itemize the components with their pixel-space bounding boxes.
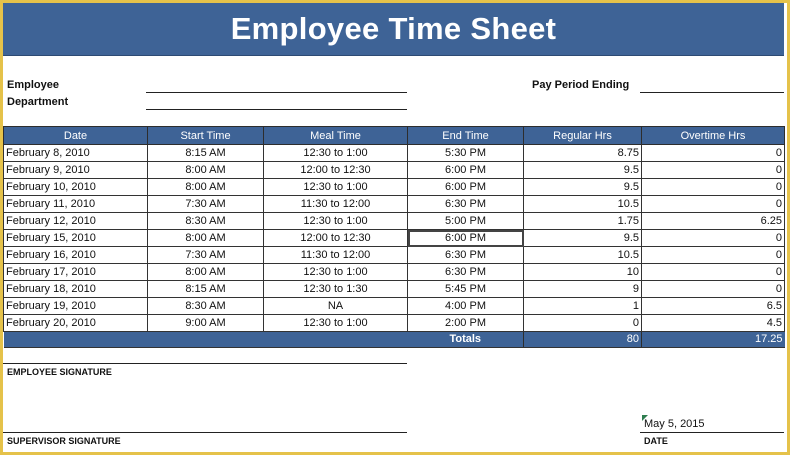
supervisor-signature-label: SUPERVISOR SIGNATURE [7, 436, 121, 446]
cell-date[interactable]: February 12, 2010 [4, 213, 148, 230]
cell-overtime-hrs[interactable]: 4.5 [642, 315, 785, 332]
cell-start-time[interactable]: 8:15 AM [148, 145, 264, 162]
cell-regular-hrs[interactable]: 0 [524, 315, 642, 332]
cell-start-time[interactable]: 8:00 AM [148, 162, 264, 179]
table-row [4, 145, 785, 162]
cell-meal-time[interactable]: 12:30 to 1:00 [264, 179, 408, 196]
cell-meal-time[interactable]: 12:30 to 1:00 [264, 315, 408, 332]
cell-end-time-selected[interactable]: 6:00 PM [408, 230, 524, 247]
cell-start-time[interactable]: 8:30 AM [148, 298, 264, 315]
col-regular-hrs: Regular Hrs [524, 127, 642, 145]
cell-meal-time[interactable]: 12:30 to 1:00 [264, 145, 408, 162]
cell-overtime-hrs[interactable]: 6.25 [642, 213, 785, 230]
cell-regular-hrs[interactable]: 9.5 [524, 162, 642, 179]
table-row [4, 298, 785, 315]
cell-regular-hrs[interactable]: 10 [524, 264, 642, 281]
col-overtime-hrs: Overtime Hrs [642, 127, 785, 145]
cell-regular-hrs[interactable]: 8.75 [524, 145, 642, 162]
cell-overtime-hrs[interactable]: 6.5 [642, 298, 785, 315]
table-row [4, 230, 785, 247]
totals-overtime-hrs: 17.25 [642, 332, 785, 348]
cell-regular-hrs[interactable]: 10.5 [524, 247, 642, 264]
employee-field[interactable] [146, 92, 407, 93]
table-row [4, 315, 785, 332]
date-label: DATE [644, 436, 668, 446]
table-row [4, 179, 785, 196]
cell-date[interactable]: February 10, 2010 [4, 179, 148, 196]
employee-signature-label: EMPLOYEE SIGNATURE [7, 367, 112, 377]
cell-regular-hrs[interactable]: 9.5 [524, 179, 642, 196]
col-end-time: End Time [408, 127, 524, 145]
cell-end-time[interactable]: 6:30 PM [408, 196, 524, 213]
table-row [4, 247, 785, 264]
cell-regular-hrs[interactable]: 10.5 [524, 196, 642, 213]
cell-start-time[interactable]: 7:30 AM [148, 247, 264, 264]
cell-regular-hrs[interactable]: 1 [524, 298, 642, 315]
totals-row [4, 332, 785, 348]
cell-end-time[interactable]: 6:30 PM [408, 247, 524, 264]
col-meal-time: Meal Time [264, 127, 408, 145]
cell-end-time[interactable]: 6:00 PM [408, 162, 524, 179]
cell-start-time[interactable]: 8:00 AM [148, 179, 264, 196]
cell-date[interactable]: February 20, 2010 [4, 315, 148, 332]
cell-regular-hrs[interactable]: 9 [524, 281, 642, 298]
cell-start-time[interactable]: 8:00 AM [148, 230, 264, 247]
table-row [4, 264, 785, 281]
cell-end-time[interactable]: 2:00 PM [408, 315, 524, 332]
department-field[interactable] [146, 109, 407, 110]
table-row [4, 196, 785, 213]
cell-end-time[interactable]: 4:00 PM [408, 298, 524, 315]
timesheet-table [3, 126, 785, 348]
employee-signature-line[interactable] [3, 363, 407, 364]
cell-end-time[interactable]: 5:00 PM [408, 213, 524, 230]
cell-date[interactable]: February 9, 2010 [4, 162, 148, 179]
cell-date[interactable]: February 16, 2010 [4, 247, 148, 264]
table-row [4, 213, 785, 230]
cell-meal-time[interactable]: 12:00 to 12:30 [264, 230, 408, 247]
page-title: Employee Time Sheet [230, 11, 557, 46]
cell-date[interactable]: February 15, 2010 [4, 230, 148, 247]
cell-date[interactable]: February 17, 2010 [4, 264, 148, 281]
cell-overtime-hrs[interactable]: 0 [642, 230, 785, 247]
table-row [4, 281, 785, 298]
col-date: Date [4, 127, 148, 145]
cell-date[interactable]: February 11, 2010 [4, 196, 148, 213]
cell-end-time[interactable]: 5:30 PM [408, 145, 524, 162]
table-header-row [4, 127, 785, 145]
employee-label: Employee [7, 79, 59, 91]
cell-meal-time[interactable]: 12:30 to 1:30 [264, 281, 408, 298]
cell-end-time[interactable]: 5:45 PM [408, 281, 524, 298]
cell-overtime-hrs[interactable]: 0 [642, 281, 785, 298]
cell-start-time[interactable]: 8:15 AM [148, 281, 264, 298]
cell-start-time[interactable]: 7:30 AM [148, 196, 264, 213]
pay-period-label: Pay Period Ending [532, 79, 630, 91]
cell-meal-time[interactable]: 11:30 to 12:00 [264, 247, 408, 264]
department-label: Department [7, 96, 69, 108]
date-value[interactable]: May 5, 2015 [644, 418, 705, 430]
cell-end-time[interactable]: 6:00 PM [408, 179, 524, 196]
totals-regular-hrs: 80 [524, 332, 642, 348]
cell-end-time[interactable]: 6:30 PM [408, 264, 524, 281]
cell-meal-time[interactable]: 12:30 to 1:00 [264, 213, 408, 230]
cell-meal-time[interactable]: NA [264, 298, 408, 315]
cell-overtime-hrs[interactable]: 0 [642, 264, 785, 281]
cell-meal-time[interactable]: 11:30 to 12:00 [264, 196, 408, 213]
cell-start-time[interactable]: 8:00 AM [148, 264, 264, 281]
cell-date[interactable]: February 8, 2010 [4, 145, 148, 162]
cell-overtime-hrs[interactable]: 0 [642, 196, 785, 213]
cell-regular-hrs[interactable]: 1.75 [524, 213, 642, 230]
title-bar [3, 3, 784, 56]
cell-regular-hrs[interactable]: 9.5 [524, 230, 642, 247]
table-row [4, 162, 785, 179]
date-line [640, 432, 784, 433]
cell-overtime-hrs[interactable]: 0 [642, 145, 785, 162]
cell-start-time[interactable]: 8:30 AM [148, 213, 264, 230]
totals-label: Totals [408, 332, 524, 348]
cell-meal-time[interactable]: 12:30 to 1:00 [264, 264, 408, 281]
supervisor-signature-line[interactable] [3, 432, 407, 433]
col-start-time: Start Time [148, 127, 264, 145]
cell-start-time[interactable]: 9:00 AM [148, 315, 264, 332]
pay-period-field[interactable] [640, 92, 784, 93]
cell-overtime-hrs[interactable]: 0 [642, 247, 785, 264]
cell-meal-time[interactable]: 12:00 to 12:30 [264, 162, 408, 179]
cell-overtime-hrs[interactable]: 0 [642, 162, 785, 179]
cell-overtime-hrs[interactable]: 0 [642, 179, 785, 196]
cell-date[interactable]: February 19, 2010 [4, 298, 148, 315]
cell-date[interactable]: February 18, 2010 [4, 281, 148, 298]
